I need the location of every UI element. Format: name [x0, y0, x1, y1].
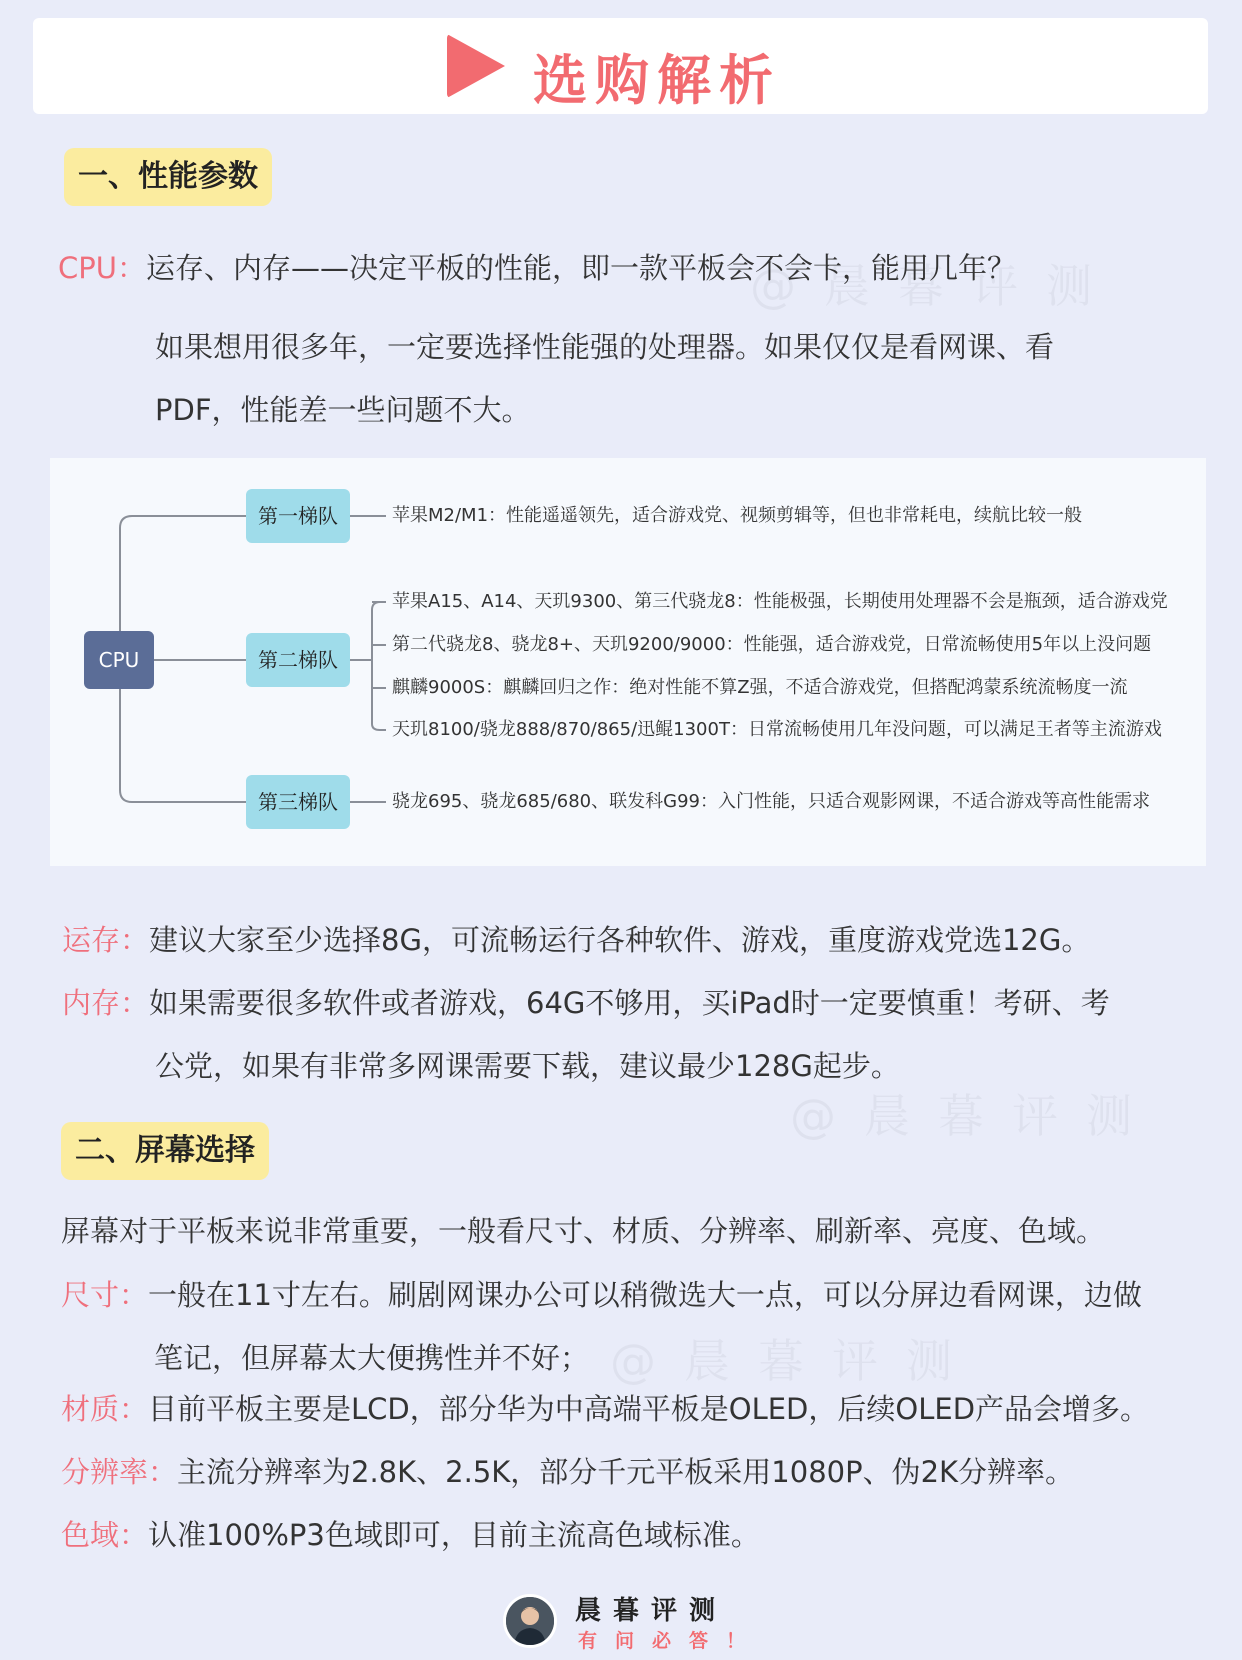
- brand-slogan: 有问必答！: [578, 1630, 764, 1652]
- tier1-node: 第一梯队: [246, 489, 350, 543]
- resolution-text: 主流分辨率为2.8K、2.5K，部分千元平板采用1080P、伪2K分辨率。: [177, 1455, 1075, 1489]
- cpu-root-node: CPU: [84, 631, 154, 689]
- size-text: 一般在11寸左右。刷剧网课办公可以稍微选大一点，可以分屏边看网课，边做: [148, 1278, 1142, 1312]
- material-label: 材质：: [61, 1392, 149, 1426]
- size-label: 尺寸：: [61, 1278, 149, 1312]
- cpu-text-line3: PDF，性能差一些问题不大。: [155, 393, 531, 427]
- avatar: [503, 1594, 557, 1648]
- cpu-label: CPU：: [58, 251, 146, 285]
- gamut-label: 色域：: [61, 1518, 149, 1552]
- tier2-item: 天玑8100/骁龙888/870/865/迅鲲1300T：日常流畅使用几年没问题，可以满足王者等主流游戏: [392, 719, 1162, 740]
- brand-name: 晨暮评测: [575, 1596, 728, 1626]
- size-text-line2: 笔记，但屏幕太大便携性并不好；: [154, 1341, 590, 1375]
- ram-label: 运存：: [62, 923, 150, 957]
- gamut-paragraph: [61, 1515, 760, 1555]
- play-icon: [447, 34, 505, 98]
- watermark: [790, 1080, 1160, 1146]
- material-text: 目前平板主要是LCD，部分华为中高端平板是OLED，后续OLED产品会增多。: [148, 1392, 1150, 1426]
- person-icon: [506, 1597, 554, 1645]
- storage-text: 如果需要很多软件或者游戏，64G不够用，买iPad时一定要慎重！考研、考: [149, 986, 1110, 1020]
- tier3-node: 第三梯队: [246, 775, 350, 829]
- storage-text-line2: 公党，如果有非常多网课需要下载，建议最少128G起步。: [155, 1049, 900, 1083]
- tier1-item: 苹果M2/M1：性能遥遥领先，适合游戏党、视频剪辑等，但也非常耗电，续航比较一般: [392, 505, 1083, 526]
- header-banner: [33, 18, 1208, 114]
- tier2-item: 麒麟9000S：麒麟回归之作：绝对性能不算Z强，不适合游戏党，但搭配鸿蒙系统流畅度一流: [392, 677, 1128, 698]
- watermark: [610, 1325, 980, 1391]
- tier2-item: 第二代骁龙8、骁龙8+、天玑9200/9000：性能强，适合游戏党，日常流畅使用5年以上没问题: [392, 634, 1152, 655]
- resolution-label: 分辨率：: [61, 1455, 178, 1489]
- storage-paragraph: [62, 983, 1110, 1023]
- resolution-paragraph: [61, 1452, 1074, 1492]
- ram-paragraph: [62, 920, 1090, 960]
- ram-text: 建议大家至少选择8G，可流畅运行各种软件、游戏，重度游戏党选12G。: [149, 923, 1091, 957]
- size-paragraph: [61, 1275, 1142, 1315]
- cpu-tier-diagram: [50, 458, 1206, 866]
- page-title: 选购解析: [533, 49, 781, 112]
- screen-intro: 屏幕对于平板来说非常重要，一般看尺寸、材质、分辨率、刷新率、亮度、色域。: [61, 1214, 1106, 1248]
- cpu-text-line2: 如果想用很多年，一定要选择性能强的处理器。如果仅仅是看网课、看: [155, 330, 1055, 364]
- tier2-node: 第二梯队: [246, 633, 350, 687]
- tier3-item: 骁龙695、骁龙685/680、联发科G99：入门性能，只适合观影网课，不适合游戏等高性能需求: [392, 791, 1150, 812]
- material-paragraph: [61, 1389, 1149, 1429]
- section-heading-screen: 二、屏幕选择: [61, 1122, 269, 1180]
- tier2-item: 苹果A15、A14、天玑9300、第三代骁龙8：性能极强，长期使用处理器不会是瓶颈，适合游戏党: [392, 591, 1168, 612]
- section-heading-performance: 一、性能参数: [64, 148, 272, 206]
- storage-label: 内存：: [62, 986, 150, 1020]
- cpu-paragraph: [58, 248, 1016, 288]
- cpu-text: 运存、内存——决定平板的性能，即一款平板会不会卡，能用几年？: [145, 251, 1016, 285]
- gamut-text: 认准100%P3色域即可，目前主流高色域标准。: [148, 1518, 760, 1552]
